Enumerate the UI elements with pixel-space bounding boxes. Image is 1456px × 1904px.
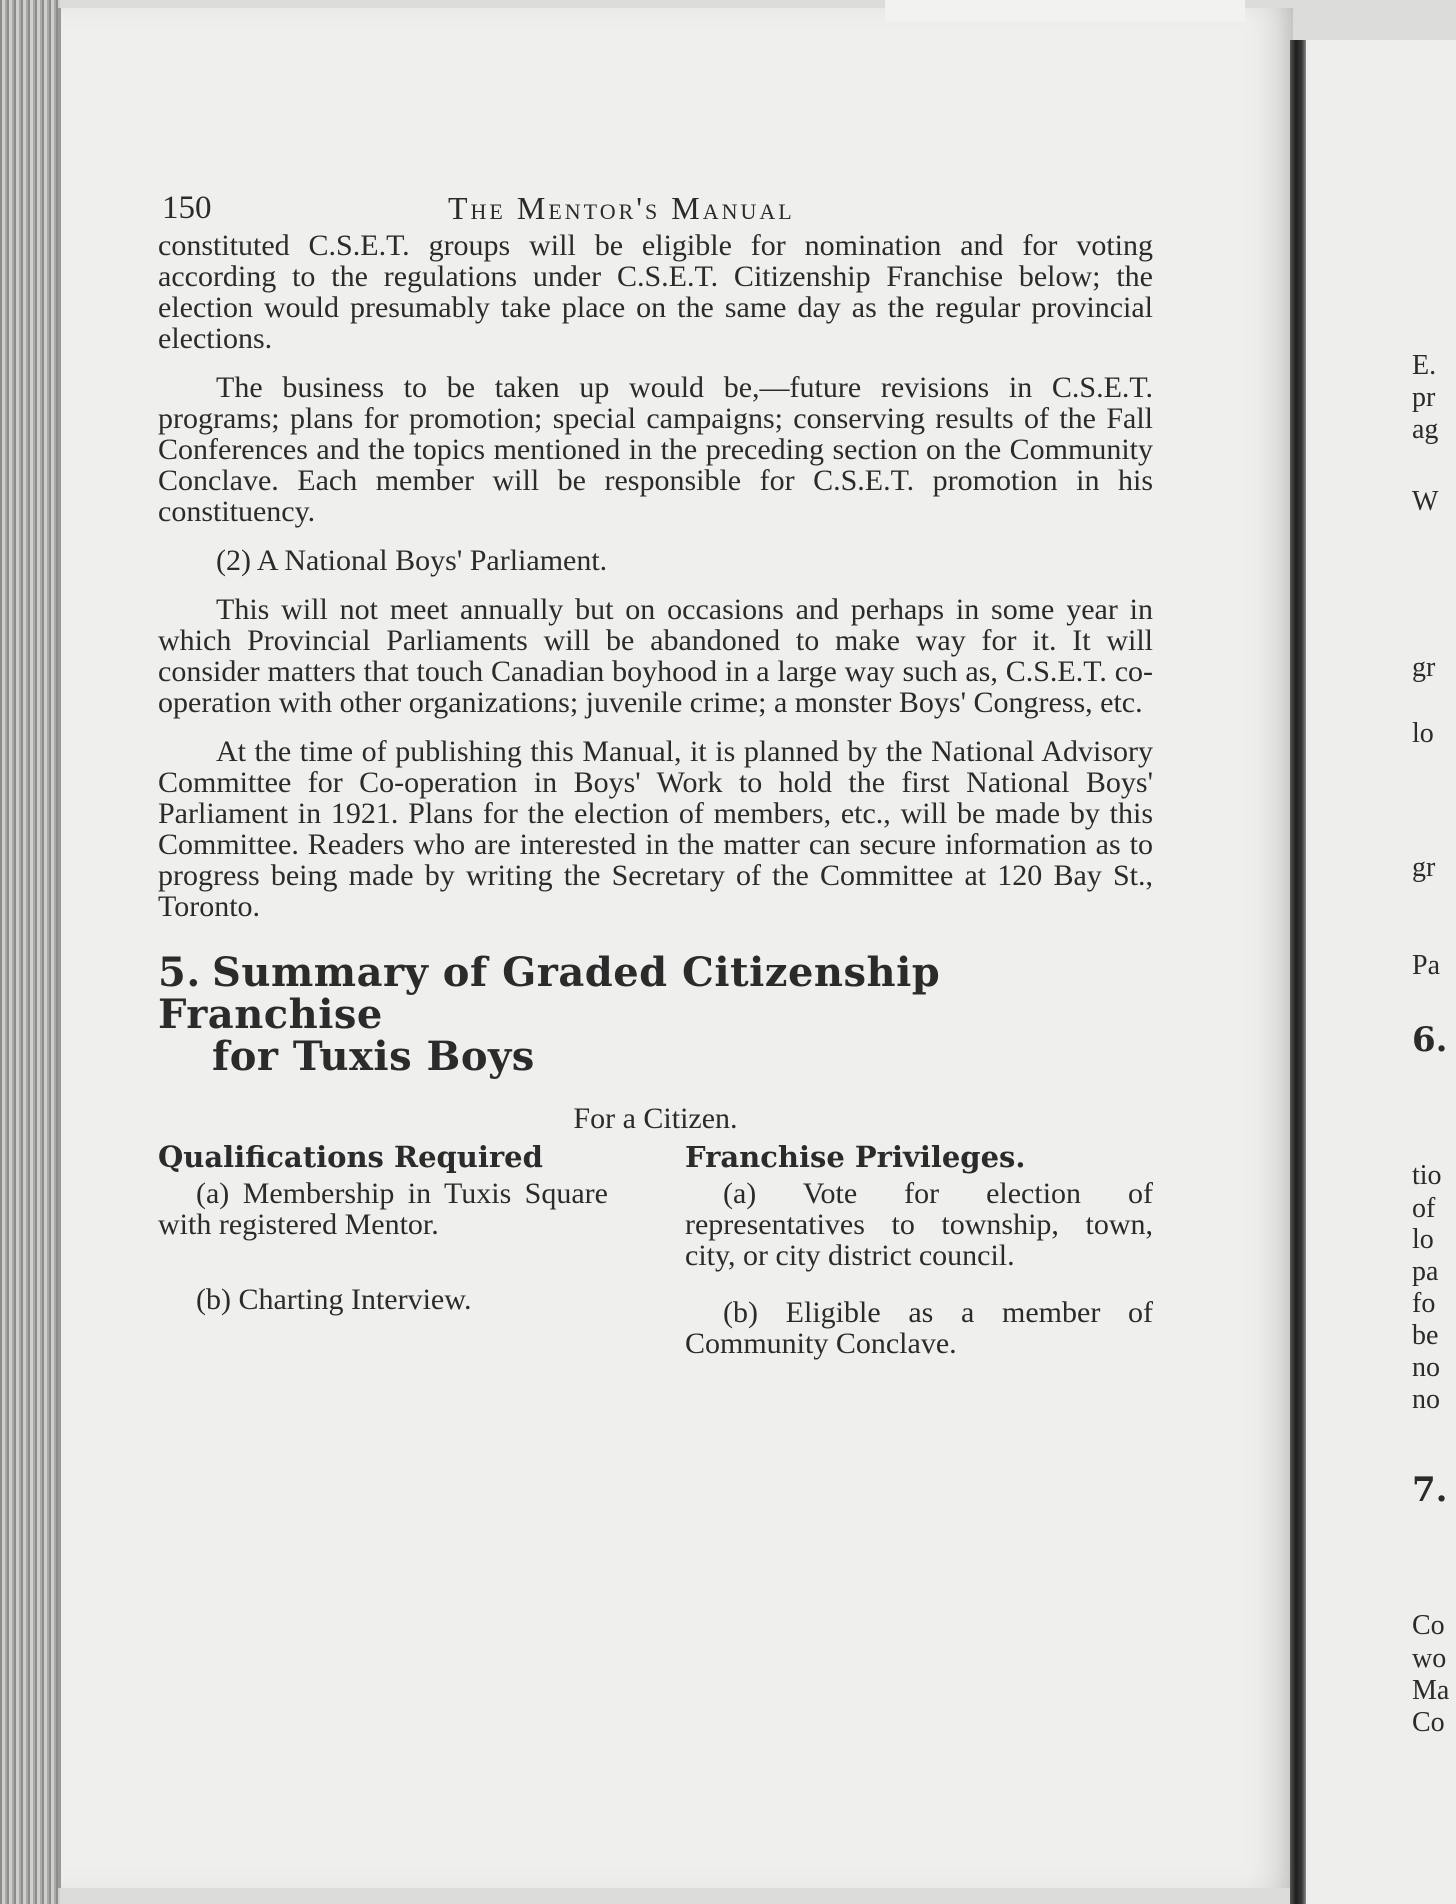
qualification-a: (a) Membership in Tuxis Square with registered Mentor. xyxy=(158,1177,608,1241)
fragment: wo xyxy=(1412,1643,1447,1674)
fragment: Pa xyxy=(1412,950,1440,981)
fragment: gr xyxy=(1412,652,1436,683)
fragment: Co xyxy=(1412,1610,1445,1641)
fragment: lo xyxy=(1412,718,1434,749)
fragment: tio xyxy=(1412,1160,1442,1191)
fragment: pa xyxy=(1412,1256,1439,1287)
fragment: 7. xyxy=(1412,1470,1448,1510)
fragment: pr xyxy=(1412,382,1436,413)
book-gutter xyxy=(1290,40,1306,1904)
qualifications-column xyxy=(158,1140,608,1385)
fragment: fo xyxy=(1412,1288,1436,1319)
privilege-a: (a) Vote for election of representatives to township, town, city, or city district council. xyxy=(685,1177,1153,1272)
section-title-line1: Summary of Graded Citizenship Franchise xyxy=(158,949,941,1038)
qualification-b: (b) Charting Interview. xyxy=(196,1283,472,1316)
running-head xyxy=(158,180,1153,230)
fragment: no xyxy=(1412,1384,1440,1415)
fragment: lo xyxy=(1412,1224,1434,1255)
page-content xyxy=(158,180,1153,1385)
fragment: Co xyxy=(1412,1707,1445,1738)
fragment: E. xyxy=(1412,350,1437,381)
page-number: 150 xyxy=(162,190,212,226)
fragment: W xyxy=(1412,486,1439,517)
page-flap xyxy=(885,0,1245,22)
paragraph-5: At the time of publishing this Manual, it is planned by the National Advisory Committee for Co-operation in Boys' Work to hold the first National Boys' Parliament in 1921. Plans for the election of members, etc., will be made by this Committee. Readers who are interested in the matter can secure information as to progress being made by writing the Secretary of the Committee at 120 Bay St., Toronto. xyxy=(158,735,1153,923)
paragraph-3: (2) A National Boys' Parliament. xyxy=(216,544,608,577)
paragraph-4: This will not meet annually but on occasions and perhaps in some year in which Provincial Parliaments will be abandoned to make way for it. It will consider matters that touch Canadian boyhood in a large way such as, C.S.E.T. co-operation with other organizations; juvenile crime; a monster Boys' Congress, etc. xyxy=(158,593,1153,719)
section-heading xyxy=(158,949,1153,1080)
fragment: 6. xyxy=(1412,1020,1448,1060)
fragment: of xyxy=(1412,1193,1436,1224)
fragment: no xyxy=(1412,1352,1440,1383)
fragment: Ma xyxy=(1412,1675,1450,1706)
paragraph-1: constituted C.S.E.T. groups will be eligible for nomination and for voting according to the regulations under C.S.E.T. Citizenship Franchise below; the election would presumably take place on the same day as the regular provincial elections. xyxy=(158,229,1153,355)
fragment: gr xyxy=(1412,852,1436,883)
section-number: 5. xyxy=(158,949,201,996)
privileges-header: Franchise Privileges. xyxy=(685,1140,1026,1174)
franchise-table xyxy=(158,1140,1153,1385)
section-title-line2: for Tuxis Boys xyxy=(212,1033,535,1080)
privilege-b: (b) Eligible as a member of Community Conclave. xyxy=(685,1296,1153,1360)
privileges-column xyxy=(685,1140,1153,1385)
subheading: For a Citizen. xyxy=(573,1102,738,1135)
running-title: The Mentor's Manual xyxy=(448,190,795,226)
page-edges xyxy=(0,0,60,1904)
fragment: ag xyxy=(1412,414,1439,445)
qualifications-header: Qualifications Required xyxy=(158,1140,543,1174)
paragraph-2: The business to be taken up would be,—future revisions in C.S.E.T. programs; plans for promotion; special campaigns; conserving results of the Fall Conferences and the topics mentioned in the preceding section on the Community Conclave. Each member will be responsible for C.S.E.T. promotion in his constituency. xyxy=(158,371,1153,528)
fragment: be xyxy=(1412,1320,1439,1351)
